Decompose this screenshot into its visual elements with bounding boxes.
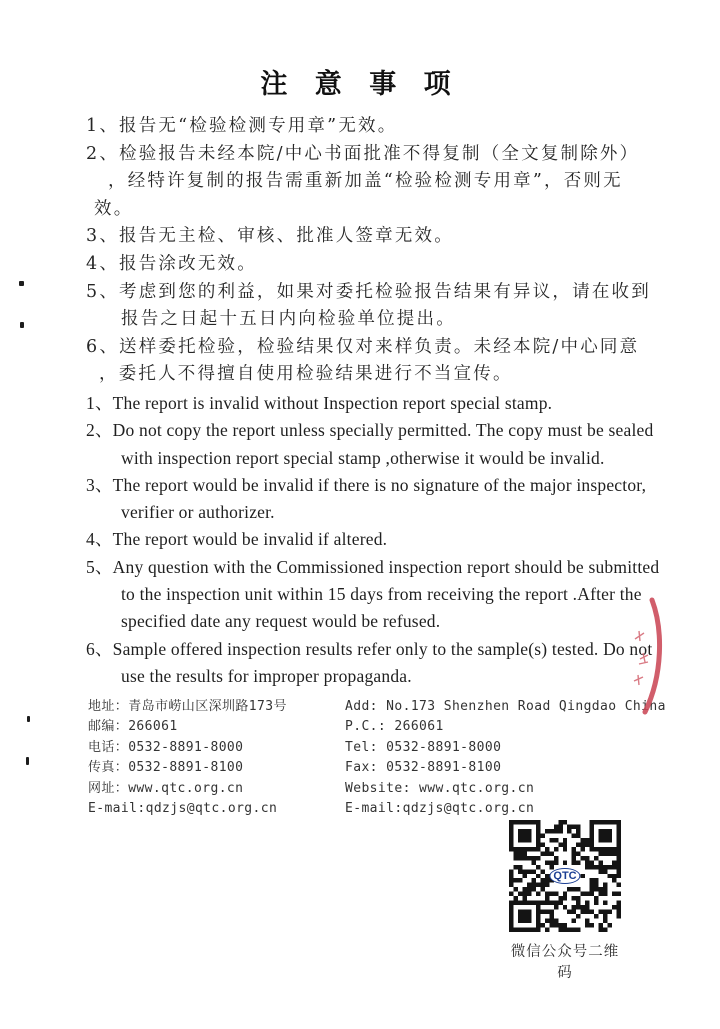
en-note-line: use the results for improper propaganda. <box>121 665 412 686</box>
cn-note-line: 5、考虑到您的利益，如果对委托检验报告结果有异议，请在收到 <box>86 281 651 302</box>
ink-speck <box>19 281 24 286</box>
chinese-notes-section <box>86 113 652 389</box>
cn-note-line: 报告之日起十五日内向检验单位提出。 <box>121 309 456 330</box>
en-note-line: 5、Any question with the Commissioned inspection report should be submitted <box>86 556 660 577</box>
en-note-line: 1、The report is invalid without Inspection report special stamp. <box>86 393 553 413</box>
qr-caption: 微信公众号二维码 <box>510 944 620 981</box>
en-note-line: with inspection report special stamp ,otherwise it would be invalid. <box>121 447 605 468</box>
cn-note-line: 3、报告无主检、审核、批准人签章无效。 <box>86 226 454 247</box>
postcode-cn: 邮编：266061 <box>88 719 178 735</box>
cn-note-line: 4、报告涂改无效。 <box>86 253 257 274</box>
contact-column-chinese <box>88 697 345 819</box>
ink-speck <box>27 716 30 722</box>
cn-note-line: 1、报告无“检验检测专用章”无效。 <box>86 116 398 136</box>
english-notes-section <box>86 390 664 690</box>
cn-note-line: 2、检验报告未经本院/中心书面批准不得复制（全文复制除外） <box>86 143 640 164</box>
phone-en: Tel: 0532-8891-8000 <box>345 739 502 755</box>
postcode-en: P.C.: 266061 <box>345 719 444 735</box>
fax-cn: 传真：0532-8891-8100 <box>88 760 244 776</box>
contact-column-english <box>345 697 666 819</box>
website-cn: 网址：www.qtc.org.cn <box>88 780 244 796</box>
address-cn: 地址：青岛市崂山区深圳路173号 <box>88 699 287 714</box>
en-note-line: 6、Sample offered inspection results refer only to the sample(s) tested. Do not <box>86 638 653 659</box>
en-note-line: 2、Do not copy the report unless specially permitted. The copy must be sealed <box>86 420 654 441</box>
en-note-line: verifier or authorizer. <box>121 502 275 523</box>
wechat-qr-block <box>507 820 627 982</box>
en-note-line: to the inspection unit within 15 days from receiving the report .After the <box>121 584 642 605</box>
en-note-line: 3、The report would be invalid if there is no signature of the major inspector, <box>86 474 647 495</box>
cn-note-line: ，委托人不得擅自使用检验结果进行不当宣传。 <box>99 364 513 385</box>
phone-cn: 电话：0532-8891-8000 <box>88 739 244 755</box>
red-stamp-edge <box>626 597 666 715</box>
ink-speck <box>20 322 24 328</box>
en-note-line: 4、The report would be invalid if altered. <box>86 529 388 550</box>
page-title: 注 意 事 项 <box>260 69 460 100</box>
qtc-logo: QTC <box>549 868 580 884</box>
email-cn: E-mail:qdzjs@qtc.org.cn <box>88 801 278 817</box>
wechat-qr-code <box>507 820 623 932</box>
cn-note-line: 效。 <box>94 198 134 219</box>
address-en: Add: No.173 Shenzhen Road Qingdao China <box>345 699 666 714</box>
cn-note-line: ，经特许复制的报告需重新加盖“检验检测专用章”，否则无 <box>108 171 623 192</box>
website-en: Website: www.qtc.org.cn <box>345 780 535 796</box>
cn-note-line: 6、送样委托检验，检验结果仅对来样负责。未经本院/中心同意 <box>86 336 640 357</box>
fax-en: Fax: 0532-8891-8100 <box>345 760 502 776</box>
en-note-line: specified date any request would be refused. <box>121 611 441 632</box>
ink-speck <box>26 757 29 765</box>
contact-info-block <box>88 697 666 819</box>
email-en: E-mail:qdzjs@qtc.org.cn <box>345 801 535 817</box>
